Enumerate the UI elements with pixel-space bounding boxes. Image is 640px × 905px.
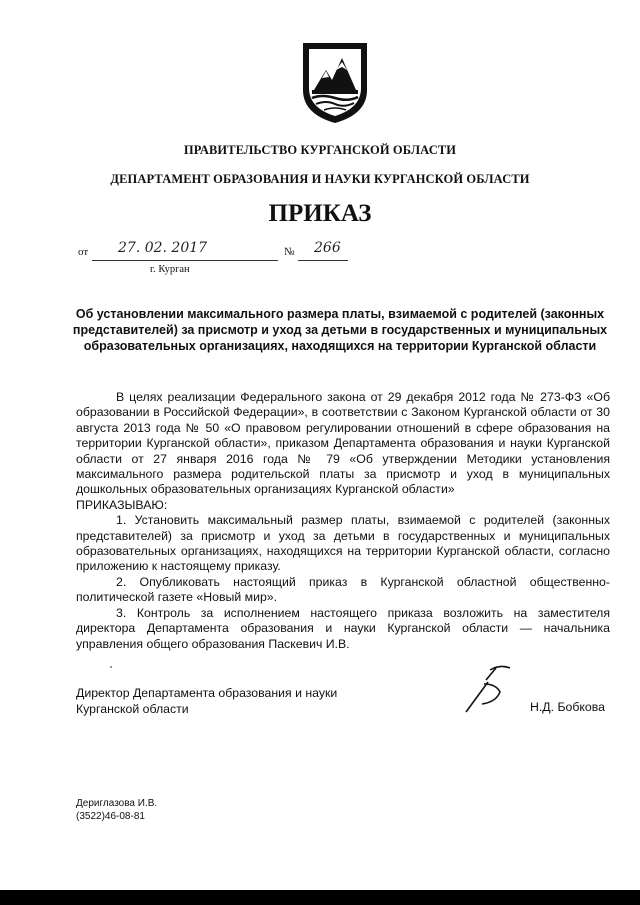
signatory-position-line1: Директор Департамента образования и науки bbox=[76, 686, 338, 700]
executor-contact bbox=[76, 797, 157, 823]
scan-speck bbox=[110, 666, 112, 668]
order-date: 27. 02. 2017 bbox=[118, 240, 208, 256]
number-label: № bbox=[284, 246, 295, 258]
executor-phone: (3522)46-08-81 bbox=[76, 811, 145, 822]
coat-of-arms-icon bbox=[300, 40, 370, 125]
order-item-1: 1. Установить максимальный размер платы, взимаемой с родителей (законных представителей) за присмотр и уход за детьми в государственных и муниципальных образовательных организациях, находящихся на территории Курганской области, согласно приложению к настоящему приказу. bbox=[76, 513, 610, 574]
signatory-name: Н.Д. Бобкова bbox=[530, 700, 606, 714]
department-title: ДЕПАРТАМЕНТ ОБРАЗОВАНИЯ И НАУКИ КУРГАНСКОЙ ОБЛАСТИ bbox=[110, 172, 530, 186]
city-label: г. Курган bbox=[150, 264, 190, 275]
order-item-2: 2. Опубликовать настоящий приказ в Курганской областной общественно-политической газете «Новый мир». bbox=[76, 574, 610, 605]
document-type-title: ПРИКАЗ bbox=[268, 200, 372, 227]
government-title: ПРАВИТЕЛЬСТВО КУРГАНСКОЙ ОБЛАСТИ bbox=[183, 143, 457, 157]
date-underline bbox=[92, 260, 278, 261]
scan-bottom-edge bbox=[0, 890, 640, 905]
order-body bbox=[76, 390, 610, 652]
date-from-label: от bbox=[78, 246, 89, 258]
signatory-position bbox=[76, 685, 337, 717]
order-word: ПРИКАЗЫВАЮ: bbox=[76, 497, 168, 512]
number-underline bbox=[298, 260, 348, 261]
preamble-paragraph: В целях реализации Федерального закона от 29 декабря 2012 года № 273-ФЗ «Об образовании в Российской Федерации», в соответствии с Законом Курганской области от 30 августа 2013 года № 50 «О правовом регулировании отношений в сфере образования на территории Курганской области», приказом Департамента образования и науки Курганской области от 27 января 2016 года № 79 «Об утверждении Методики установления максимального размера родительской платы за присмотр и уход в муниципальных дошкольных образовательных организациях Курганской области» bbox=[76, 390, 610, 497]
executor-name: Дериглазова И.В. bbox=[76, 798, 158, 809]
handwritten-signature bbox=[462, 662, 522, 714]
order-item-3: 3. Контроль за исполнением настоящего приказа возложить на заместителя директора Департамента образования и науки Курганской области — начальника управления общего образования Паскевич И.В. bbox=[76, 605, 610, 651]
order-subject: Об установлении максимального размера платы, взимаемой с родителей (законных представителей) за присмотр и уход за детьми в государственных и муниципальных образовательных организациях, находящихся на территории Курганской области bbox=[72, 307, 608, 353]
signatory-position-line2: Курганской области bbox=[76, 702, 189, 716]
order-number: 266 bbox=[314, 240, 341, 256]
